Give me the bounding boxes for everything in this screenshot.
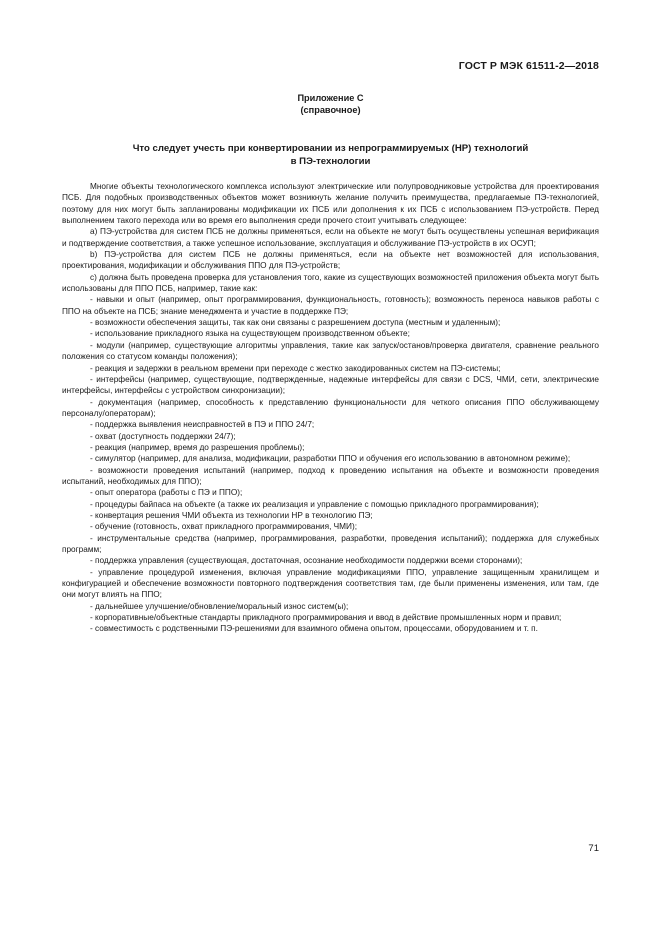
list-item-c: с) должна быть проведена проверка для установления того, какие из существующих возможностей приложения объекта могут быть использованы для ППО ПСБ, например, такие как: bbox=[62, 272, 599, 294]
annex-heading bbox=[0, 92, 661, 116]
bullet-item: - возможности обеспечения защиты, так как они связаны с разрешением доступа (местным и удаленным); bbox=[90, 318, 501, 328]
bullet-item: - поддержка выявления неисправностей в ПЭ и ППО 24/7; bbox=[90, 420, 315, 430]
body-text bbox=[62, 181, 599, 635]
bullet-item: - симулятор (например, для анализа, модификации, разработки ППО и обучения его использованию в автономном режиме); bbox=[90, 454, 571, 464]
bullet-item: - охват (доступность поддержки 24/7); bbox=[90, 431, 236, 441]
annex-label: Приложение С bbox=[297, 93, 364, 103]
bullet-item: - обучение (готовность, охват прикладного программирования, ЧМИ); bbox=[90, 522, 358, 532]
bullet-item: - управление процедурой изменения, включая управление модификациями ППО, управление защищенным хранилищем и конфигурацией и обеспечение возможности повторного подтверждения соответствия там, где были применены изменения, или там, где они могут влиять на ППО; bbox=[62, 567, 599, 600]
bullet-item: - инструментальные средства (например, программирования, разработки, проведения испытаний); поддержка для служебных программ; bbox=[62, 533, 599, 554]
list-item-b: b) ПЭ-устройства для систем ПСБ не должны применяться, если на объекте нет возможностей для использования, проектирования, модификации и обслуживания ППО для ПЭ-устройств; bbox=[62, 250, 599, 271]
annex-type: (справочное) bbox=[300, 105, 361, 115]
standard-code: ГОСТ Р МЭК 61511-2—2018 bbox=[458, 60, 599, 72]
page-number: 71 bbox=[588, 843, 599, 854]
bullet-item: - реакция и задержки в реальном времени при переходе с жестко закодированных систем на ПЭ-системы; bbox=[90, 363, 501, 373]
bullet-item: - совместимость с родственными ПЭ-решениями для взаимного обмена опытом, процессами, оборудованием и т. п. bbox=[90, 624, 538, 634]
bullet-item: - поддержка управления (существующая, достаточная, осознание необходимости поддержки всеми сторонами); bbox=[90, 556, 523, 566]
bullet-item: - опыт оператора (работы с ПЭ и ППО); bbox=[90, 488, 243, 498]
bullet-item: - модули (например, существующие алгоритмы управления, такие как запуск/останов/проверка двигателя, сравнение реального положения со статусом команды положения); bbox=[62, 340, 599, 362]
bullet-item: - интерфейсы (например, существующие, подтвержденные, надежные интерфейсы для связи с DCS, ЧМИ, сети, электрические интерфейсы, интерфейсы с устройством синхронизации); bbox=[62, 374, 599, 396]
section-title bbox=[62, 142, 599, 168]
bullet-item: - процедуры байпаса на объекте (а также их реализация и управление с помощью прикладного программирования); bbox=[90, 499, 539, 509]
bullet-item: - навыки и опыт (например, опыт программирования, функциональность, готовность); возможность переноса навыков работы с ППО на объекте на ПСБ; знание менеджмента и участие в поддержке ПЭ; bbox=[62, 295, 599, 316]
section-title-line-2: в ПЭ-технологии bbox=[290, 156, 371, 167]
bullet-item: - использование прикладного языка на существующем производственном объекте; bbox=[90, 329, 410, 339]
bullet-item: - возможности проведения испытаний (например, подход к проведению испытания на объекте и возможности проведения испытаний, необходимых для ППО); bbox=[62, 465, 599, 486]
intro-paragraph: Многие объекты технологического комплекса используют электрические или полупроводниковые устройства для проектирования ПСБ. Для подобных производственных объектов может возникнуть желание получить преимущества, предлагаемые ПЭ-технологией, поэтому для них могут быть запланированы модификации их ПСБ или дополнения к их ПСБ с использованием ПЭ-устройств. Перед выполнением такого перехода или во время его выполнения среди прочего стоит учитывать следующее: bbox=[62, 182, 599, 226]
bullet-item: - реакция (например, время до разрешения проблемы); bbox=[90, 442, 305, 452]
bullet-item: - конвертация решения ЧМИ объекта из технологии НР в технологию ПЭ; bbox=[90, 510, 373, 520]
bullet-item: - дальнейшее улучшение/обновление/моральный износ систем(ы); bbox=[90, 601, 349, 611]
bullet-item: - корпоративные/объектные стандарты прикладного программирования и ввод в действие промышленных норм и правил; bbox=[90, 613, 562, 623]
list-item-a: а) ПЭ-устройства для систем ПСБ не должны применяться, если на объекте не могут быть осуществлены успешная верификация и подтверждение соответствия, а также успешное использование, эксплуатация и обслуживание ПЭ-устройств в их ОСУП; bbox=[62, 227, 599, 248]
section-title-line-1: Что следует учесть при конвертировании из непрограммируемых (НР) технологий bbox=[132, 143, 529, 154]
bullet-item: - документация (например, способность к представлению функциональности для четкого описания ППО обслуживающему персоналу/операторам); bbox=[62, 397, 599, 418]
